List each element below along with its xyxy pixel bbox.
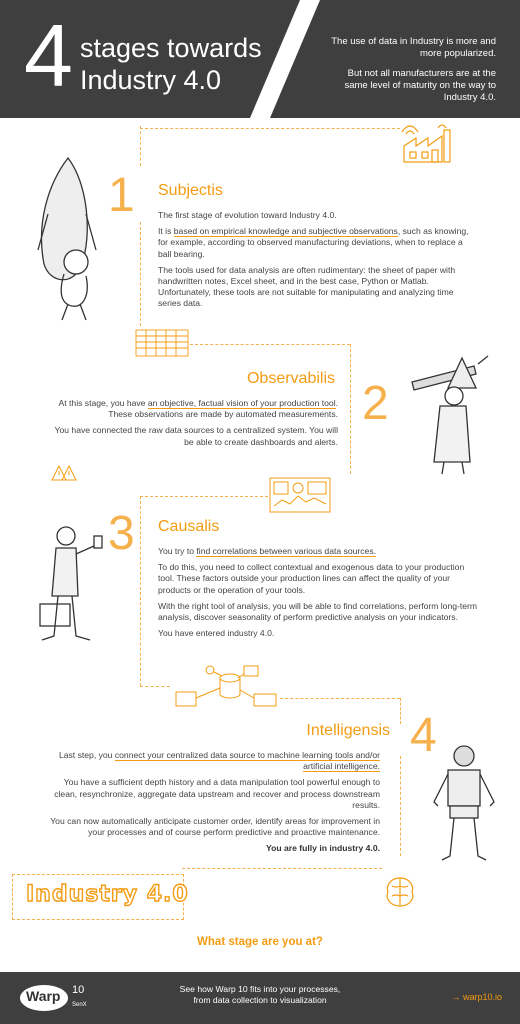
- stage4-title: Intelligensis: [306, 722, 390, 739]
- connector-line: [182, 868, 382, 869]
- data-sources-icon: [170, 664, 280, 716]
- connector-line: [140, 496, 141, 686]
- page-title: stages towards Industry 4.0: [80, 33, 262, 95]
- connector-line: [140, 686, 170, 687]
- connector-line: [280, 698, 400, 699]
- logo-text: Warp: [26, 988, 61, 1004]
- logo-number: 10: [72, 984, 85, 996]
- connector-line: [400, 698, 401, 724]
- stage3-number: 3: [108, 507, 135, 560]
- footer-cta: See how Warp 10 fits into your processes, from data collection to visualization: [179, 984, 341, 1005]
- stage1-number: 1: [108, 169, 135, 222]
- header-description: [326, 36, 496, 112]
- header-desc-2: But not all manufacturers are at the same level of maturity on the way to Industry 4.0.: [344, 68, 496, 103]
- robot-illustration: [428, 744, 500, 864]
- header-number: 4: [24, 6, 73, 105]
- header-desc-1: The use of data in Industry is more and more popularized.: [331, 36, 496, 59]
- stage2-title: Observabilis: [246, 370, 335, 387]
- stage3-character-illustration: [32, 524, 112, 648]
- stage4-number: 4: [410, 709, 437, 762]
- stage3-title: Causalis: [158, 518, 220, 535]
- stage1-title: Subjectis: [158, 182, 223, 199]
- stage4-highlight: connect your centralized data source to machine learning tools and/or artificial intelligence.: [114, 750, 380, 772]
- connector-line: [140, 496, 268, 497]
- logo-sub: SenX: [72, 1002, 87, 1008]
- stage1-highlight: based on empirical knowledge and subjective observations: [173, 226, 398, 237]
- stage2-highlight: an objective, factual vision of your production tool: [147, 398, 336, 408]
- connector-line: [400, 756, 401, 856]
- dashboard-icon: [268, 476, 332, 514]
- stage1-text: The first stage of evolution toward Industry 4.0. It is based on empirical knowledge and subjective observations, such as knowing, for example, according to observed manufacturing deviations, when to replace a ball bearing. The tools used for data analysis are often rudimentary: the sheet of paper with handwritten notes, Excel sheet, and in the best case, Python or Matlab. Unfortunately, these tools are not suitable for manipulating and analyzing time series data.: [158, 210, 469, 309]
- question-text: What stage are you at?: [197, 936, 323, 948]
- stage2-character-illustration: [404, 352, 494, 478]
- warp10-logo[interactable]: [18, 982, 94, 1016]
- connector-line: [140, 128, 400, 129]
- stage2-number: 2: [362, 377, 389, 430]
- brain-icon: [382, 874, 418, 910]
- warp10-link[interactable]: → warp10.io: [451, 992, 502, 1002]
- connector-line: [140, 222, 141, 326]
- warning-icon: [50, 462, 80, 482]
- factory-icon: [398, 122, 460, 166]
- stage2-text: At this stage, you have an objective, factual vision of your production tool. These observations are made by automated measurements. You have connected the raw data sources to a centralized system. You will be able to create dashboards and alerts.: [54, 398, 338, 447]
- connector-line: [190, 344, 350, 345]
- stage3-highlight: find correlations between various data sources.: [196, 546, 377, 556]
- connector-line: [350, 344, 351, 474]
- spreadsheet-icon: [134, 328, 190, 358]
- industry-label: Industry 4.0: [26, 882, 189, 907]
- stage3-text: You try to find correlations between various data sources. To do this, you need to collect contextual and exogenous data to your production tool. These factors outside your production lines can affect the quality of your products or the operation of your tools. With the right tool of analysis, you will be able to find correlations, perform long-term analysis, discover seasonality of perform predictive analysis on your indicators. You have entered industry 4.0.: [158, 546, 478, 639]
- stage4-text: Last step, you connect your centralized data source to machine learning tools and/or artificial intelligence. You have a sufficient depth history and a data manipulation tool powerful enough to clean, resynchronize, aggregate data upstream and recover and process downstream results. You can now automatically anticipate customer order, identify areas for improvement in your processes and of course perform predictive and proactive maintenance. You are fully in industry 4.0.: [50, 750, 380, 854]
- stage1-character-illustration: [28, 154, 108, 324]
- connector-line: [140, 126, 141, 166]
